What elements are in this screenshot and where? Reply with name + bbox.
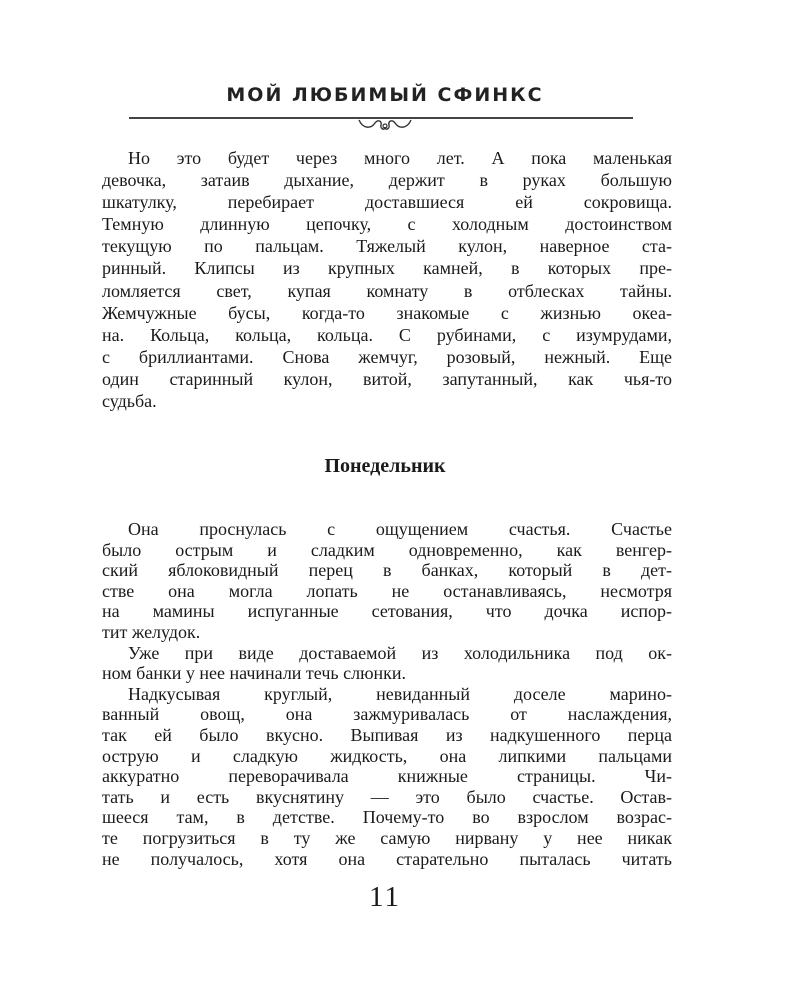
text-line: ном банки у нее начинали течь слюнки.	[102, 663, 407, 684]
text-line: шкатулку, перебирает доставшиеся ей сокровища.	[102, 192, 672, 213]
text-line: один старинный кулон, витой, запутанный, как чья-то	[102, 368, 672, 389]
text-line: стве она могла лопать не останавливаясь, несмотря	[102, 580, 672, 601]
text-line: шееся там, в детстве. Почему-то во взрослом возрас-	[102, 807, 672, 828]
text-section-2	[102, 519, 672, 869]
text-line: тать и есть вкуснятину — это было счастье. Остав-	[102, 786, 672, 807]
text-line: ский яблоковидный перец в банках, который в дет-	[102, 560, 672, 581]
paragraph	[102, 643, 672, 684]
running-head-title: МОЙ ЛЮБИМЫЙ СФИНКС	[226, 84, 544, 106]
text-line: аккуратно переворачивала книжные страницы. Чи-	[102, 766, 672, 787]
text-line: Жемчужные бусы, когда-то знакомые с жизнью океа-	[102, 302, 672, 323]
text-line: девочка, затаив дыхание, держит в руках большую	[102, 170, 672, 191]
text-line: Надкусывая круглый, невиданный доселе марино-	[128, 683, 672, 704]
text-line: те погрузиться в ту же самую нирвану у нее никак	[102, 827, 672, 848]
text-line: Темную длинную цепочку, с холодным достоинством	[102, 214, 672, 235]
flourish-ornament-icon	[355, 117, 415, 133]
paragraph	[102, 684, 672, 869]
text-line: судьба.	[102, 391, 157, 412]
text-line: ломляется свет, купая комнату в отблесках тайны.	[102, 280, 672, 301]
text-line: ванный овощ, она зажмуривалась от наслаждения,	[102, 704, 672, 725]
page-number: 11	[369, 881, 401, 913]
text-line: с бриллиантами. Снова жемчуг, розовый, нежный. Еще	[102, 346, 672, 367]
chapter-heading: Понедельник	[324, 455, 446, 477]
text-line: Но это будет через много лет. А пока маленькая	[128, 148, 672, 168]
text-line: так ей было вкусно. Выпивая из надкушенного перца	[102, 724, 672, 745]
text-line: не получалось, хотя она старательно пыталась читать	[102, 848, 672, 869]
text-line: было острым и сладким одновременно, как венгер-	[102, 539, 672, 560]
text-section-1	[102, 147, 672, 412]
text-line: острую и сладкую жидкость, она липкими пальцами	[102, 745, 672, 766]
text-line: на мамины испуганные сетования, что дочка испор-	[102, 601, 672, 622]
paragraph	[102, 147, 672, 412]
text-line: ринный. Клипсы из крупных камней, в которых пре-	[102, 258, 672, 279]
text-line: тит желудок.	[102, 621, 201, 642]
text-line: на. Кольца, кольца, кольца. С рубинами, с изумрудами,	[102, 324, 672, 345]
text-line: Уже при виде доставаемой из холодильника под ок-	[128, 642, 672, 663]
paragraph	[102, 519, 672, 643]
text-line: текущую по пальцам. Тяжелый кулон, наверное ста-	[102, 236, 672, 257]
text-line: Она проснулась с ощущением счастья. Счастье	[128, 519, 672, 539]
